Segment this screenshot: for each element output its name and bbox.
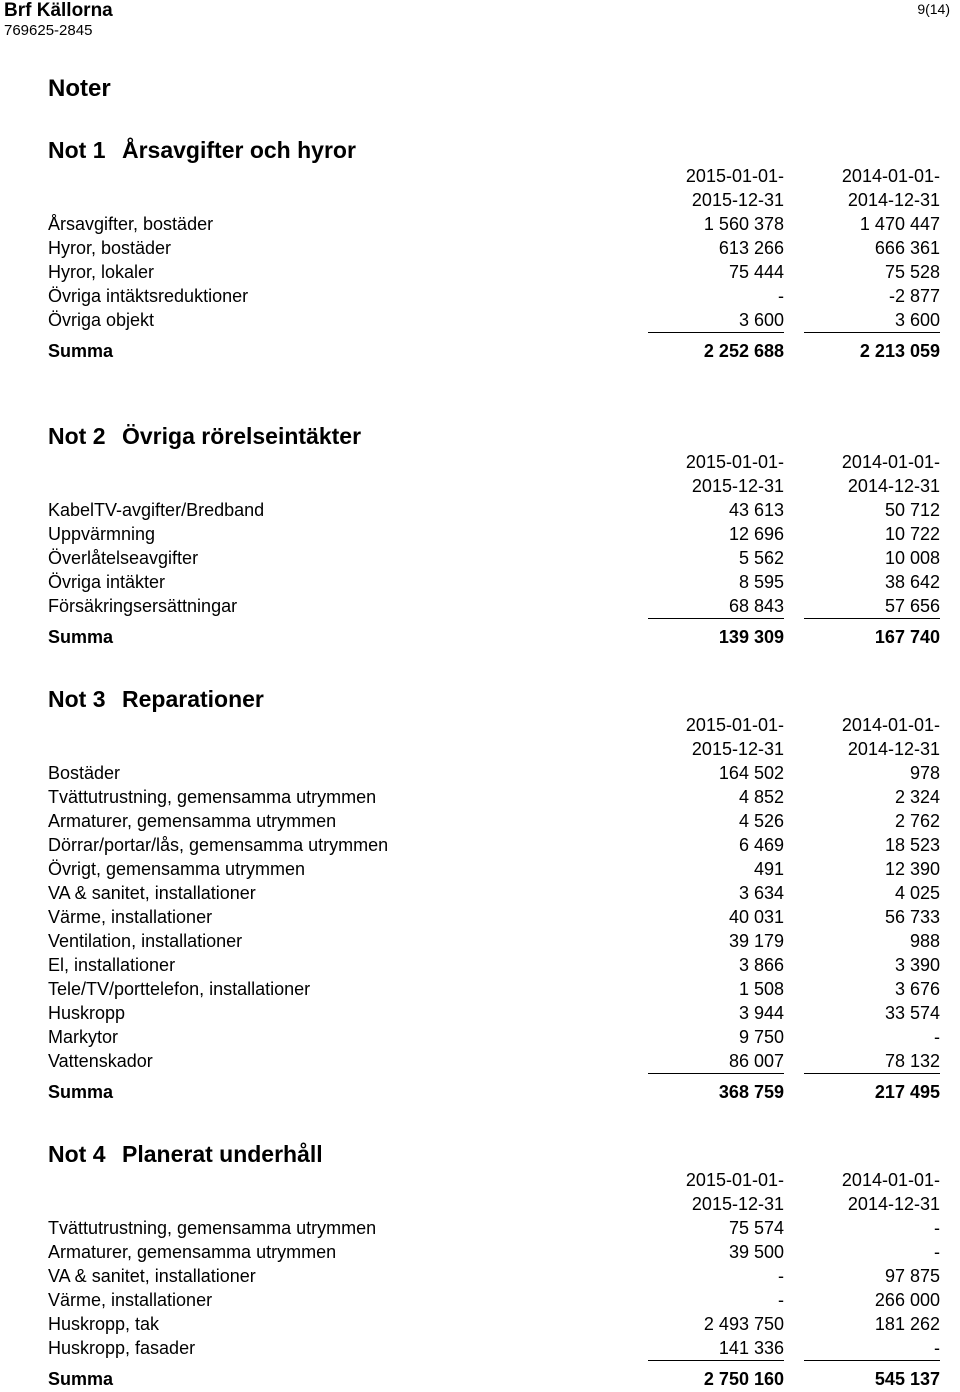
period-header-current: 2015-12-31 bbox=[691, 190, 784, 210]
table-row bbox=[48, 1288, 940, 1312]
row-value-previous: 57 656 bbox=[884, 596, 940, 616]
table-row bbox=[48, 1264, 940, 1288]
note-section bbox=[48, 685, 940, 1105]
row-value-current: - bbox=[778, 286, 784, 306]
row-label: Övriga intäkter bbox=[48, 572, 166, 592]
note-section bbox=[48, 136, 940, 364]
table-row bbox=[48, 929, 940, 953]
sum-line-previous bbox=[804, 618, 940, 619]
row-value-current: 5 562 bbox=[738, 548, 784, 568]
table-row bbox=[48, 546, 940, 570]
row-value-previous: 3 600 bbox=[894, 310, 940, 330]
table-row bbox=[48, 1312, 940, 1336]
period-header-previous: 2014-12-31 bbox=[847, 190, 940, 210]
row-value-current: 3 634 bbox=[738, 883, 784, 903]
org-number: 769625-2845 bbox=[4, 22, 93, 39]
row-label: Uppvärmning bbox=[48, 524, 156, 544]
row-value-current: 40 031 bbox=[728, 907, 784, 927]
period-header-row bbox=[48, 474, 940, 498]
table-row bbox=[48, 236, 940, 260]
period-header-row bbox=[48, 737, 940, 761]
row-value-current: 12 696 bbox=[728, 524, 784, 544]
row-label: Övriga intäktsreduktioner bbox=[48, 286, 249, 306]
row-value-previous: 33 574 bbox=[884, 1003, 940, 1023]
row-label: Dörrar/portar/lås, gemensamma utrymmen bbox=[48, 835, 389, 855]
table-row bbox=[48, 833, 940, 857]
row-value-previous: -2 877 bbox=[888, 286, 940, 306]
row-label: VA & sanitet, installationer bbox=[48, 1266, 256, 1286]
row-value-current: 1 560 378 bbox=[703, 214, 784, 234]
row-label: KabelTV-avgifter/Bredband bbox=[48, 500, 265, 520]
period-header-row bbox=[48, 713, 940, 737]
row-value-previous: - bbox=[934, 1242, 940, 1262]
note-number: Not 2 bbox=[48, 423, 106, 449]
note-title bbox=[48, 685, 940, 713]
sum-value-current: 368 759 bbox=[718, 1082, 784, 1102]
row-value-previous: - bbox=[934, 1027, 940, 1047]
table-row bbox=[48, 977, 940, 1001]
row-value-previous: 666 361 bbox=[874, 238, 940, 258]
row-label: Tele/TV/porttelefon, installationer bbox=[48, 979, 311, 999]
row-label: Överlåtelseavgifter bbox=[48, 548, 199, 568]
note-number: Not 3 bbox=[48, 686, 106, 712]
row-value-previous: 3 676 bbox=[894, 979, 940, 999]
table-row bbox=[48, 785, 940, 809]
period-header-current: 2015-12-31 bbox=[691, 1194, 784, 1214]
row-value-previous: - bbox=[934, 1338, 940, 1358]
table-row bbox=[48, 1025, 940, 1049]
sum-value-current: 2 252 688 bbox=[703, 341, 784, 361]
row-label: Armaturer, gemensamma utrymmen bbox=[48, 1242, 337, 1262]
period-header-row bbox=[48, 1168, 940, 1192]
row-value-previous: 75 528 bbox=[884, 262, 940, 282]
row-label: Huskropp bbox=[48, 1003, 126, 1023]
sum-line-previous bbox=[804, 1073, 940, 1074]
note-number: Not 4 bbox=[48, 1141, 106, 1167]
table-row bbox=[48, 260, 940, 284]
row-value-current: 2 493 750 bbox=[703, 1314, 784, 1334]
row-value-previous: 2 762 bbox=[894, 811, 940, 831]
sum-value-previous: 167 740 bbox=[874, 627, 940, 647]
row-value-current: 68 843 bbox=[728, 596, 784, 616]
row-value-previous: 266 000 bbox=[874, 1290, 940, 1310]
period-header-previous: 2014-01-01- bbox=[841, 1170, 940, 1190]
table-row bbox=[48, 881, 940, 905]
period-header-current: 2015-01-01- bbox=[685, 1170, 784, 1190]
row-value-previous: 978 bbox=[909, 763, 940, 783]
sum-value-current: 2 750 160 bbox=[703, 1369, 784, 1389]
sum-line-current bbox=[648, 1360, 784, 1361]
row-label: VA & sanitet, installationer bbox=[48, 883, 256, 903]
row-label: Värme, installationer bbox=[48, 907, 213, 927]
row-value-current: 141 336 bbox=[718, 1338, 784, 1358]
sum-line-previous bbox=[804, 332, 940, 333]
period-header-previous: 2014-12-31 bbox=[847, 1194, 940, 1214]
row-value-previous: 18 523 bbox=[884, 835, 940, 855]
note-title bbox=[48, 422, 940, 450]
note-section bbox=[48, 422, 940, 650]
table-row bbox=[48, 1001, 940, 1025]
row-label: Övrigt, gemensamma utrymmen bbox=[48, 859, 306, 879]
period-header-previous: 2014-01-01- bbox=[841, 715, 940, 735]
row-value-current: 3 866 bbox=[738, 955, 784, 975]
row-value-current: 4 852 bbox=[738, 787, 784, 807]
row-value-current: - bbox=[778, 1290, 784, 1310]
table-row bbox=[48, 594, 940, 618]
period-header-current: 2015-01-01- bbox=[685, 715, 784, 735]
row-value-current: 39 179 bbox=[728, 931, 784, 951]
period-header-current: 2015-01-01- bbox=[685, 166, 784, 186]
sum-line-current bbox=[648, 332, 784, 333]
row-label: Värme, installationer bbox=[48, 1290, 213, 1310]
row-value-current: 8 595 bbox=[738, 572, 784, 592]
row-value-current: - bbox=[778, 1266, 784, 1286]
table-row bbox=[48, 953, 940, 977]
note-heading: Planerat underhåll bbox=[122, 1141, 323, 1167]
period-header-previous: 2014-01-01- bbox=[841, 166, 940, 186]
row-label: Årsavgifter, bostäder bbox=[48, 214, 214, 234]
table-row bbox=[48, 284, 940, 308]
row-value-current: 43 613 bbox=[728, 500, 784, 520]
table-row bbox=[48, 522, 940, 546]
row-value-current: 613 266 bbox=[718, 238, 784, 258]
table-row bbox=[48, 1216, 940, 1240]
page-number: 9(14) bbox=[917, 1, 950, 17]
table-row bbox=[48, 308, 940, 332]
table-row bbox=[48, 498, 940, 522]
row-label: Huskropp, fasader bbox=[48, 1338, 196, 1358]
sum-label: Summa bbox=[48, 1369, 114, 1389]
table-row bbox=[48, 857, 940, 881]
row-label: Bostäder bbox=[48, 763, 121, 783]
period-header-row bbox=[48, 450, 940, 474]
sum-value-previous: 545 137 bbox=[874, 1369, 940, 1389]
note-section bbox=[48, 1140, 940, 1392]
row-value-current: 9 750 bbox=[738, 1027, 784, 1047]
sum-line-current bbox=[648, 618, 784, 619]
row-value-current: 39 500 bbox=[728, 1242, 784, 1262]
period-header-row bbox=[48, 164, 940, 188]
row-value-previous: 10 722 bbox=[884, 524, 940, 544]
sum-value-previous: 2 213 059 bbox=[859, 341, 940, 361]
row-value-current: 6 469 bbox=[738, 835, 784, 855]
sum-row bbox=[48, 1366, 940, 1392]
row-value-previous: 38 642 bbox=[884, 572, 940, 592]
sum-label: Summa bbox=[48, 627, 114, 647]
note-heading: Årsavgifter och hyror bbox=[122, 137, 356, 163]
row-label: Armaturer, gemensamma utrymmen bbox=[48, 811, 337, 831]
row-label: Vattenskador bbox=[48, 1051, 153, 1071]
row-label: Försäkringsersättningar bbox=[48, 596, 238, 616]
row-label: Hyror, bostäder bbox=[48, 238, 172, 258]
row-value-previous: 2 324 bbox=[894, 787, 940, 807]
table-row bbox=[48, 1336, 940, 1360]
table-row bbox=[48, 570, 940, 594]
note-heading: Reparationer bbox=[122, 686, 264, 712]
note-title bbox=[48, 1140, 940, 1168]
row-label: El, installationer bbox=[48, 955, 176, 975]
period-header-row bbox=[48, 1192, 940, 1216]
period-header-previous: 2014-12-31 bbox=[847, 476, 940, 496]
sum-row bbox=[48, 338, 940, 364]
row-value-previous: - bbox=[934, 1218, 940, 1238]
table-row bbox=[48, 761, 940, 785]
row-value-current: 75 574 bbox=[728, 1218, 784, 1238]
period-header-row bbox=[48, 188, 940, 212]
note-heading: Övriga rörelseintäkter bbox=[122, 423, 362, 449]
sum-value-current: 139 309 bbox=[718, 627, 784, 647]
row-value-previous: 181 262 bbox=[874, 1314, 940, 1334]
row-value-current: 491 bbox=[753, 859, 784, 879]
period-header-previous: 2014-12-31 bbox=[847, 739, 940, 759]
row-label: Markytor bbox=[48, 1027, 119, 1047]
row-value-previous: 97 875 bbox=[884, 1266, 940, 1286]
row-value-previous: 12 390 bbox=[884, 859, 940, 879]
table-row bbox=[48, 1049, 940, 1073]
page-title: Noter bbox=[48, 75, 111, 102]
row-label: Hyror, lokaler bbox=[48, 262, 155, 282]
sum-label: Summa bbox=[48, 341, 114, 361]
row-value-previous: 3 390 bbox=[894, 955, 940, 975]
row-label: Övriga objekt bbox=[48, 310, 155, 330]
row-value-current: 1 508 bbox=[738, 979, 784, 999]
row-value-current: 75 444 bbox=[728, 262, 784, 282]
table-row bbox=[48, 809, 940, 833]
period-header-previous: 2014-01-01- bbox=[841, 452, 940, 472]
sum-line-current bbox=[648, 1073, 784, 1074]
period-header-current: 2015-12-31 bbox=[691, 739, 784, 759]
row-value-previous: 1 470 447 bbox=[859, 214, 940, 234]
row-label: Ventilation, installationer bbox=[48, 931, 243, 951]
note-number: Not 1 bbox=[48, 137, 106, 163]
period-header-current: 2015-12-31 bbox=[691, 476, 784, 496]
org-name: Brf Källorna bbox=[4, 0, 113, 21]
row-value-current: 86 007 bbox=[728, 1051, 784, 1071]
row-label: Huskropp, tak bbox=[48, 1314, 160, 1334]
table-row bbox=[48, 1240, 940, 1264]
sum-line-previous bbox=[804, 1360, 940, 1361]
row-value-previous: 56 733 bbox=[884, 907, 940, 927]
table-row bbox=[48, 905, 940, 929]
sum-row bbox=[48, 624, 940, 650]
row-label: Tvättutrustning, gemensamma utrymmen bbox=[48, 1218, 377, 1238]
sum-value-previous: 217 495 bbox=[874, 1082, 940, 1102]
row-value-previous: 10 008 bbox=[884, 548, 940, 568]
row-value-current: 164 502 bbox=[718, 763, 784, 783]
row-value-previous: 50 712 bbox=[884, 500, 940, 520]
note-title bbox=[48, 136, 940, 164]
row-value-current: 4 526 bbox=[738, 811, 784, 831]
sum-row bbox=[48, 1079, 940, 1105]
table-row bbox=[48, 212, 940, 236]
sum-label: Summa bbox=[48, 1082, 114, 1102]
row-value-current: 3 944 bbox=[738, 1003, 784, 1023]
row-value-previous: 988 bbox=[909, 931, 940, 951]
row-value-previous: 4 025 bbox=[894, 883, 940, 903]
period-header-current: 2015-01-01- bbox=[685, 452, 784, 472]
row-label: Tvättutrustning, gemensamma utrymmen bbox=[48, 787, 377, 807]
row-value-current: 3 600 bbox=[738, 310, 784, 330]
row-value-previous: 78 132 bbox=[884, 1051, 940, 1071]
